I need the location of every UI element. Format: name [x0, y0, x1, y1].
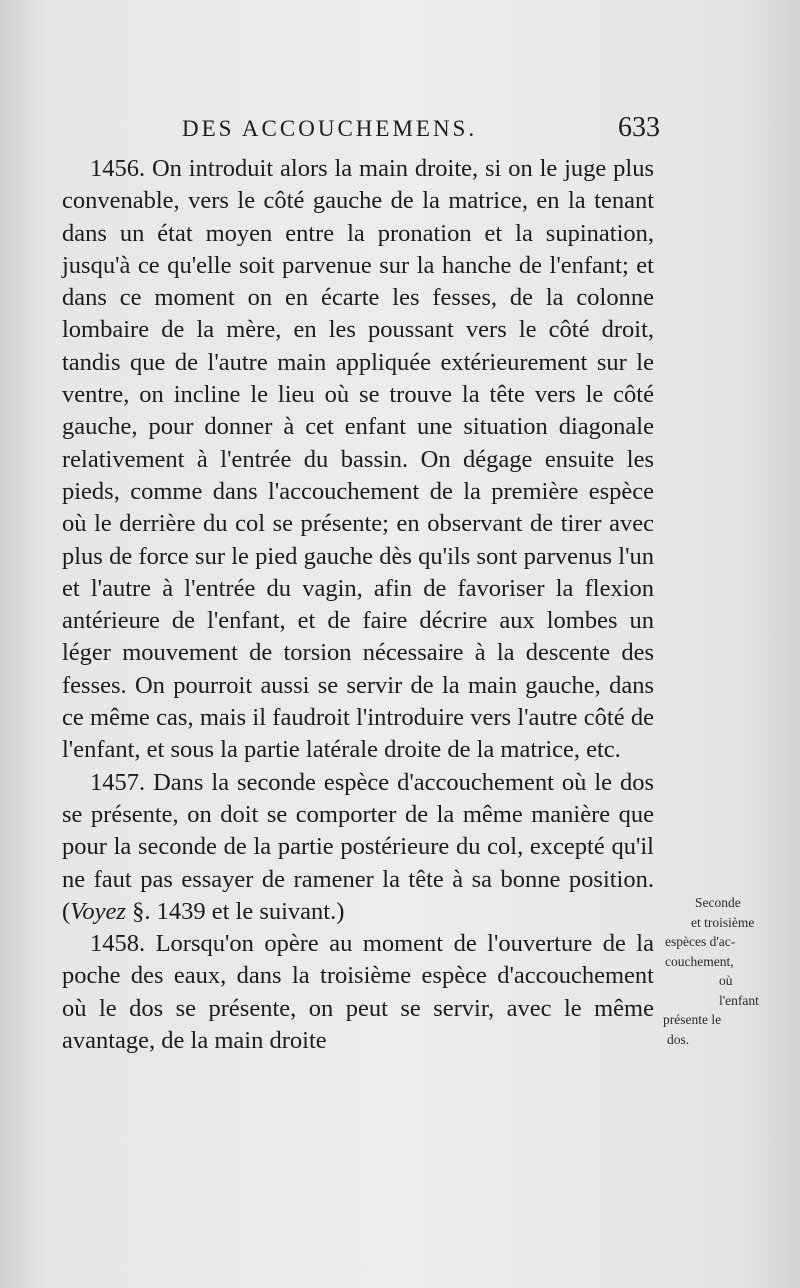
paragraph-1458	[62, 928, 654, 1057]
paragraph-text: On introduit alors la main droite, si on le juge plus convenable, vers le côté gauche de la matrice, en la tenant dans un état moyen entre la pronation et la supination, jusqu'à ce qu'elle soit parvenue sur la hanche de l'enfant; et dans ce moment on en écarte les fesses, de la colonne lombaire de la mère, en les poussant vers le côté droit, tandis que de l'autre main appliquée extérieurement sur le ventre, on incline le lieu où se trouve la tête vers le côté gauche, pour donner à cet enfant une situation diagonale relativement à l'entrée du bassin. On dégage ensuite les pieds, comme dans l'accouchement de la première espèce où le derrière du col se présente; en observant de tirer avec plus de force sur le pied gauche dès qu'ils sont parvenus l'un et l'autre à l'entrée du vagin, afin de favoriser la flexion antérieure de l'enfant, et de faire décrire aux lombes un léger mouvement de torsion nécessaire à la descente des fesses. On pourroit aussi se servir de la main gauche, dans ce même cas, mais il faudroit l'introduire vers l'autre côté de l'enfant, et sous la partie latérale droite de la matrice, etc.	[62, 155, 654, 764]
paragraph-number: 1458.	[90, 930, 146, 958]
running-head: DES ACCOUCHEMENS.	[182, 116, 478, 141]
margin-note	[663, 893, 771, 1049]
paragraph-1457	[62, 767, 654, 928]
body-text	[62, 153, 654, 1057]
margin-note-line: couchement,	[665, 953, 734, 969]
paragraph-text: Dans la seconde espèce d'accouchement où le dos se présente, on doit se comporter de la même manière que pour la seconde de la partie postérieure du col, excepté qu'il ne faut pas essayer de ramener la tête à sa bonne position. (	[62, 768, 654, 925]
margin-note-line: dos.	[667, 1031, 690, 1047]
cross-reference-word: Voyez	[70, 897, 126, 925]
margin-note-line: Seconde	[695, 895, 741, 910]
margin-note-line: où l'enfant	[719, 973, 759, 1008]
margin-note-line: et troisième	[691, 914, 755, 930]
paragraph-number: 1456.	[90, 155, 146, 182]
paragraph-number: 1457.	[90, 768, 146, 796]
paragraph-1456	[62, 153, 654, 767]
paragraph-text-tail: §. 1439 et le suivant.)	[125, 897, 345, 925]
paragraph-text: Lorsqu'on opère au moment de l'ouverture de la poche des eaux, dans la troisième espèce d'accouchement où le dos se présente, on peut se servir, avec le même avantage, de la main droite	[62, 930, 654, 1055]
margin-note-line: présente le	[663, 1012, 722, 1027]
margin-note-line: espèces d'ac-	[665, 934, 736, 949]
page-header	[160, 112, 660, 148]
page-number: 633	[618, 112, 660, 143]
